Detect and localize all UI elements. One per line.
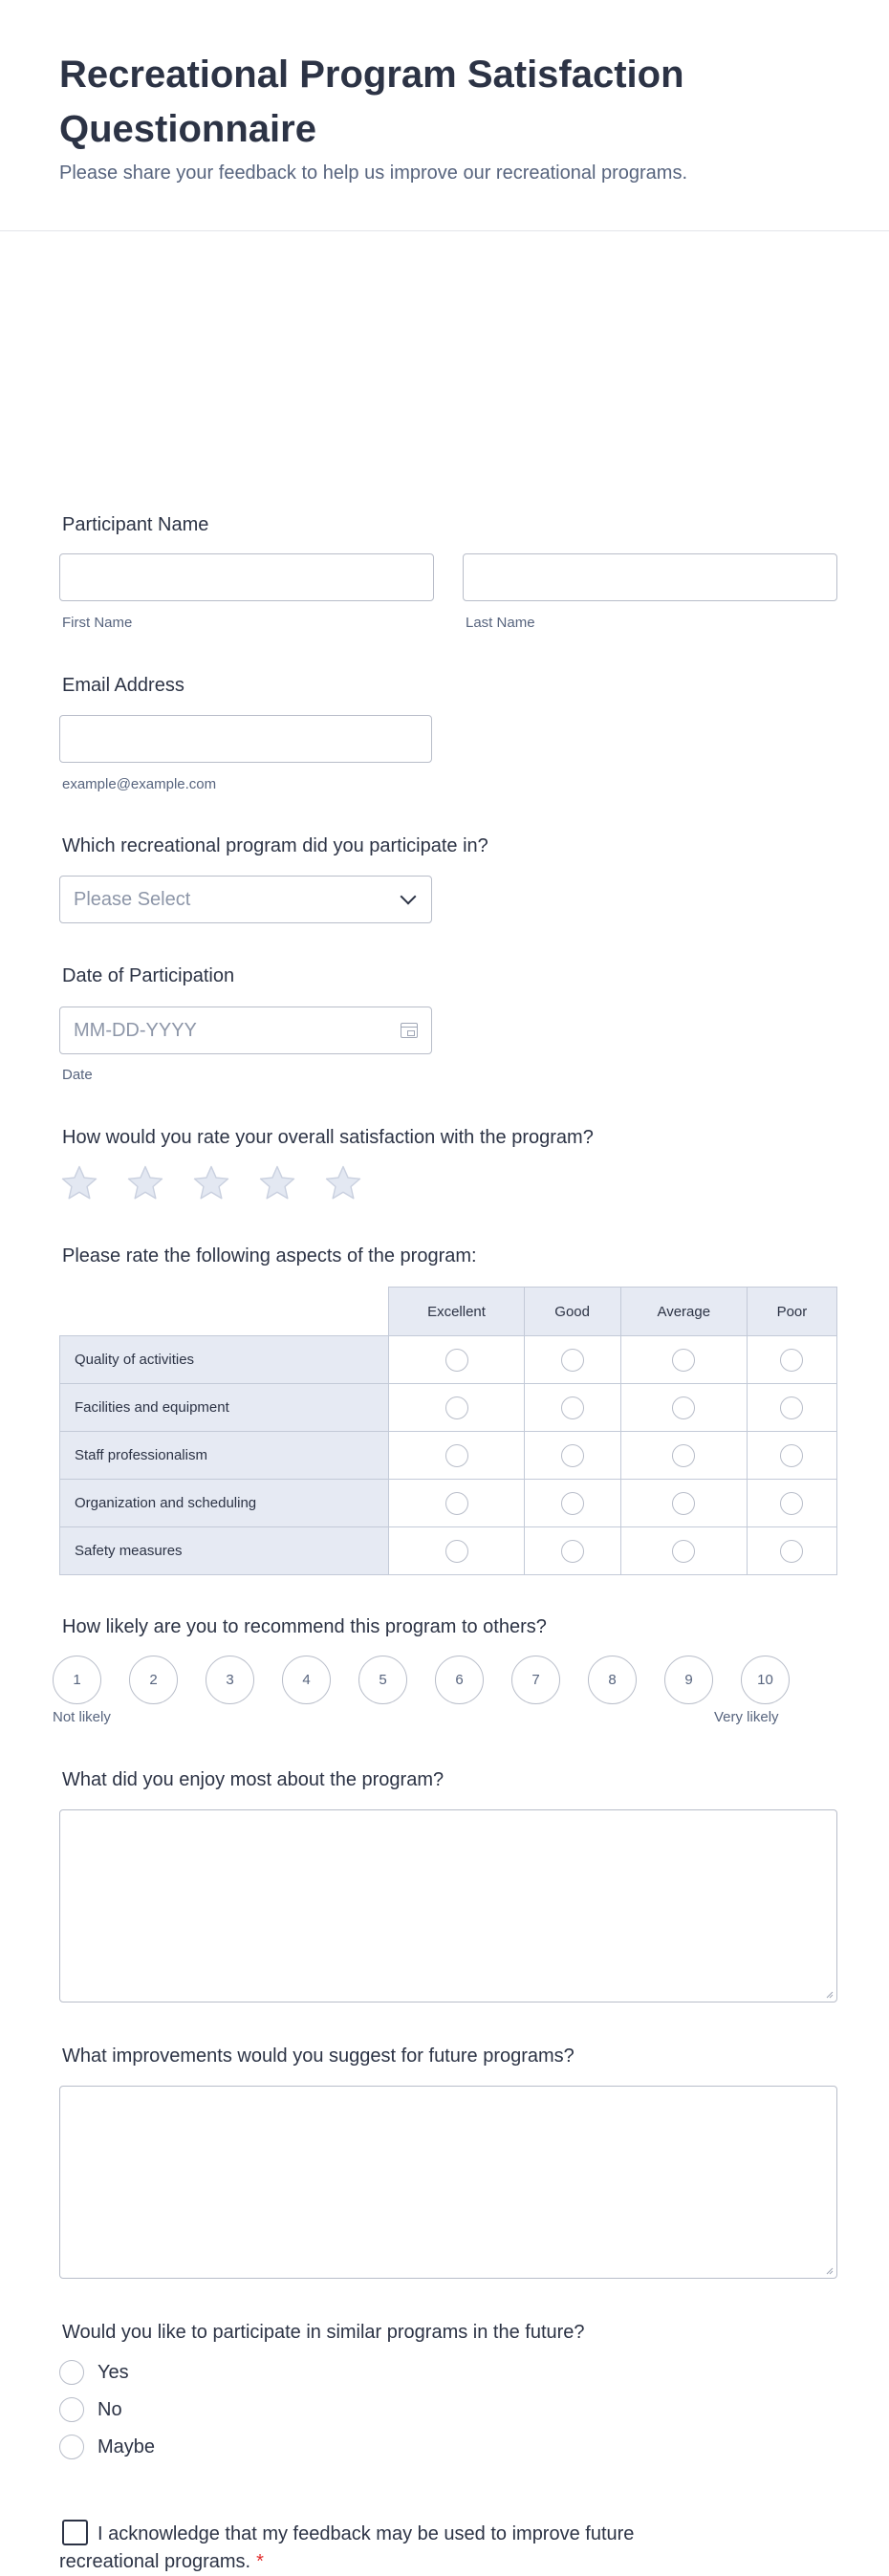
last-name-input[interactable] (463, 553, 837, 601)
scale-high-label: Very likely (714, 1709, 779, 1725)
matrix-cell (747, 1384, 836, 1432)
email-sublabel: example@example.com (62, 776, 217, 792)
scale-option[interactable]: 7 (511, 1656, 560, 1704)
matrix-cell (389, 1480, 524, 1527)
resize-handle-icon[interactable] (824, 2265, 834, 2275)
matrix-row-label: Quality of activities (60, 1336, 389, 1384)
matrix-column-header: Excellent (389, 1288, 524, 1336)
participant-name-label: Participant Name (62, 514, 209, 535)
scale-option[interactable]: 2 (129, 1656, 178, 1704)
matrix-radio[interactable] (780, 1396, 803, 1419)
program-select-value: Please Select (74, 888, 191, 910)
form-subtitle: Please share your feedback to help us improve our recreational programs. (59, 162, 688, 184)
matrix-row (60, 1336, 837, 1384)
matrix-radio[interactable] (672, 1540, 695, 1563)
enjoy-textarea[interactable] (59, 1809, 837, 2002)
matrix-radio[interactable] (445, 1444, 468, 1467)
matrix-cell (747, 1480, 836, 1527)
future-option-label: Maybe (98, 2435, 156, 2457)
scale-option[interactable]: 3 (206, 1656, 254, 1704)
matrix-cell (524, 1432, 620, 1480)
acknowledge-checkbox[interactable] (62, 2520, 88, 2545)
matrix-column-header: Good (524, 1288, 620, 1336)
future-option[interactable] (59, 2397, 122, 2422)
scale-low-label: Not likely (53, 1709, 111, 1725)
radio-button[interactable] (59, 2360, 84, 2385)
matrix-row (60, 1527, 837, 1575)
acknowledge-text: I acknowledge that my feedback may be used to improve future recreational programs. (59, 2523, 635, 2572)
aspects-label: Please rate the following aspects of the program: (62, 1245, 477, 1266)
scale-option[interactable]: 4 (282, 1656, 331, 1704)
program-select[interactable] (59, 876, 432, 923)
matrix-cell (620, 1480, 747, 1527)
first-name-sublabel: First Name (62, 615, 133, 631)
matrix-cell (524, 1480, 620, 1527)
scale-option[interactable]: 1 (53, 1656, 101, 1704)
matrix-row-label: Organization and scheduling (60, 1480, 389, 1527)
matrix-column-header: Poor (747, 1288, 836, 1336)
program-label: Which recreational program did you participate in? (62, 835, 488, 856)
first-name-input[interactable] (59, 553, 434, 601)
future-option-label: Yes (98, 2361, 129, 2383)
matrix-row-label: Facilities and equipment (60, 1384, 389, 1432)
matrix-radio[interactable] (445, 1540, 468, 1563)
star-rating (59, 1163, 363, 1203)
future-option-label: No (98, 2398, 122, 2420)
star-icon[interactable] (257, 1163, 297, 1203)
recommend-scale (53, 1656, 790, 1704)
matrix-cell (389, 1527, 524, 1575)
satisfaction-label: How would you rate your overall satisfaction with the program? (62, 1127, 594, 1148)
form-title: Recreational Program Satisfaction Questionnaire (59, 54, 684, 150)
matrix-cell (747, 1527, 836, 1575)
matrix-radio[interactable] (561, 1349, 584, 1372)
matrix-radio[interactable] (672, 1396, 695, 1419)
required-mark: * (256, 2551, 264, 2572)
matrix-cell (620, 1432, 747, 1480)
aspects-matrix (59, 1287, 837, 1575)
matrix-cell (524, 1527, 620, 1575)
matrix-cell (389, 1336, 524, 1384)
matrix-radio[interactable] (445, 1492, 468, 1515)
matrix-column-header: Average (620, 1288, 747, 1336)
scale-option[interactable]: 10 (741, 1656, 790, 1704)
matrix-row-label: Staff professionalism (60, 1432, 389, 1480)
future-option[interactable] (59, 2435, 155, 2459)
recommend-label: How likely are you to recommend this program to others? (62, 1616, 547, 1637)
improvements-label: What improvements would you suggest for future programs? (62, 2046, 575, 2067)
enjoy-label: What did you enjoy most about the program? (62, 1769, 444, 1790)
matrix-radio[interactable] (780, 1349, 803, 1372)
chevron-down-icon (401, 889, 417, 905)
form-header (0, 0, 889, 231)
email-input[interactable] (59, 715, 432, 763)
future-option[interactable] (59, 2360, 129, 2385)
radio-button[interactable] (59, 2397, 84, 2422)
scale-option[interactable]: 5 (358, 1656, 407, 1704)
matrix-radio[interactable] (561, 1540, 584, 1563)
star-icon[interactable] (191, 1163, 231, 1203)
matrix-cell (620, 1336, 747, 1384)
matrix-radio[interactable] (445, 1349, 468, 1372)
scale-option[interactable]: 9 (664, 1656, 713, 1704)
matrix-cell (620, 1384, 747, 1432)
matrix-radio[interactable] (780, 1540, 803, 1563)
matrix-row (60, 1480, 837, 1527)
matrix-cell (524, 1336, 620, 1384)
email-label: Email Address (62, 675, 184, 696)
matrix-radio[interactable] (672, 1444, 695, 1467)
star-icon[interactable] (323, 1163, 363, 1203)
matrix-radio[interactable] (445, 1396, 468, 1419)
acknowledge-field (59, 2520, 728, 2576)
matrix-radio[interactable] (561, 1444, 584, 1467)
resize-handle-icon[interactable] (824, 1989, 834, 1999)
matrix-radio[interactable] (672, 1349, 695, 1372)
date-label: Date of Participation (62, 965, 235, 986)
matrix-cell (620, 1527, 747, 1575)
date-placeholder: MM-DD-YYYY (74, 1019, 197, 1041)
matrix-cell (524, 1384, 620, 1432)
matrix-cell (389, 1384, 524, 1432)
future-label: Would you like to participate in similar programs in the future? (62, 2322, 585, 2343)
date-input[interactable] (59, 1007, 432, 1054)
radio-button[interactable] (59, 2435, 84, 2459)
matrix-corner (60, 1288, 389, 1336)
matrix-cell (747, 1336, 836, 1384)
improvements-textarea[interactable] (59, 2086, 837, 2279)
matrix-radio[interactable] (561, 1492, 584, 1515)
matrix-radio[interactable] (780, 1444, 803, 1467)
matrix-radio[interactable] (561, 1396, 584, 1419)
star-icon[interactable] (59, 1163, 99, 1203)
scale-option[interactable]: 8 (588, 1656, 637, 1704)
matrix-radio[interactable] (780, 1492, 803, 1515)
calendar-icon[interactable] (401, 1023, 418, 1038)
matrix-row-label: Safety measures (60, 1527, 389, 1575)
scale-option[interactable]: 6 (435, 1656, 484, 1704)
last-name-sublabel: Last Name (466, 615, 535, 631)
star-icon[interactable] (125, 1163, 165, 1203)
matrix-cell (389, 1432, 524, 1480)
matrix-cell (747, 1432, 836, 1480)
matrix-row (60, 1384, 837, 1432)
matrix-row (60, 1432, 837, 1480)
date-sublabel: Date (62, 1067, 93, 1083)
matrix-radio[interactable] (672, 1492, 695, 1515)
